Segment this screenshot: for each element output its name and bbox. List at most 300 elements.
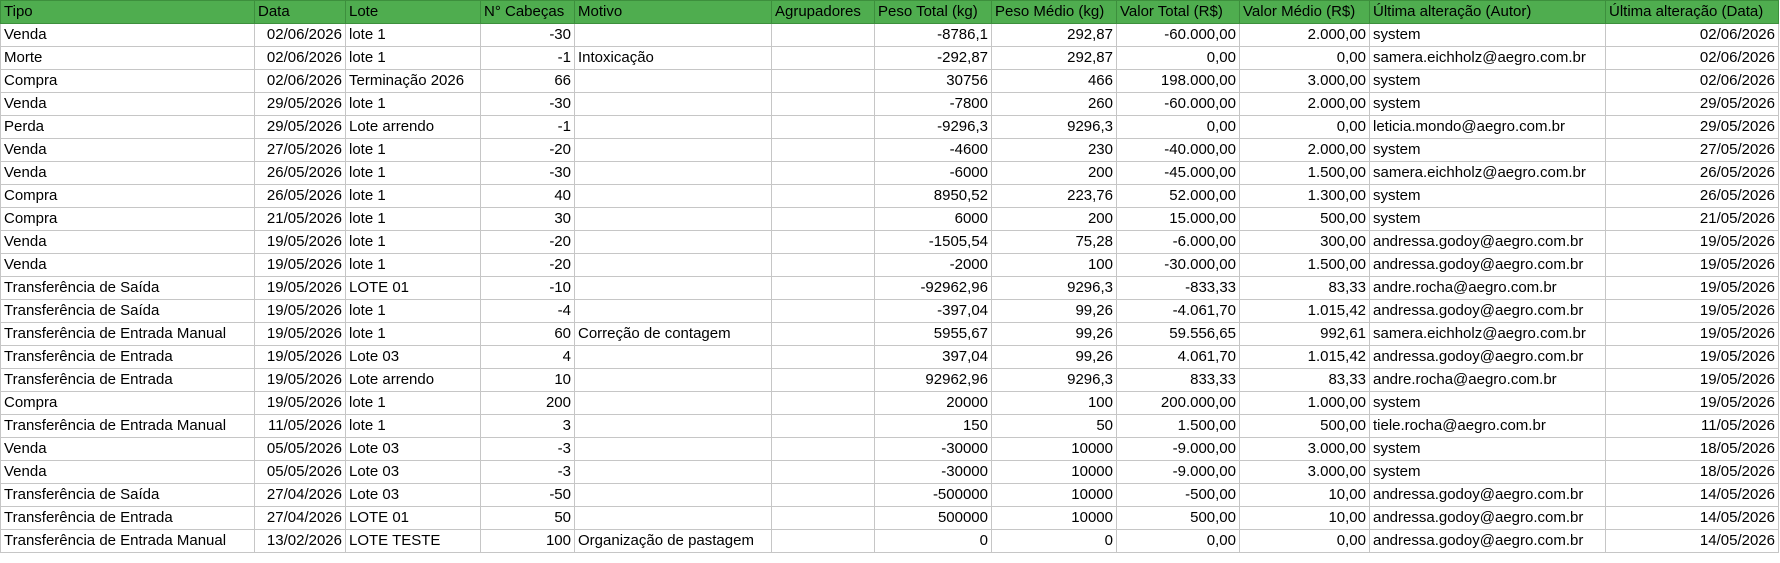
cell-lote[interactable]: lote 1 [346, 185, 481, 208]
cell-valor-total[interactable]: -9.000,00 [1117, 461, 1240, 484]
cell-lote[interactable]: Lote 03 [346, 484, 481, 507]
cell-autor[interactable]: system [1370, 185, 1606, 208]
column-header-data[interactable]: Data [255, 1, 346, 24]
cell-lote[interactable]: LOTE TESTE [346, 530, 481, 553]
cell-autor[interactable]: system [1370, 139, 1606, 162]
table-row [1, 507, 1779, 530]
cell-agrupadores[interactable] [772, 415, 875, 438]
cell-data-alteracao[interactable]: 02/06/2026 [1606, 24, 1779, 47]
cell-peso-medio[interactable]: 223,76 [992, 185, 1117, 208]
table-row [1, 392, 1779, 415]
cell-valor-total[interactable]: -6.000,00 [1117, 231, 1240, 254]
cell-data[interactable]: 27/05/2026 [255, 139, 346, 162]
cell-data-alteracao[interactable]: 19/05/2026 [1606, 300, 1779, 323]
cell-peso-total[interactable]: 8950,52 [875, 185, 992, 208]
cell-peso-total[interactable]: -397,04 [875, 300, 992, 323]
cell-valor-total[interactable]: -40.000,00 [1117, 139, 1240, 162]
cell-data-alteracao[interactable]: 19/05/2026 [1606, 277, 1779, 300]
cell-tipo[interactable]: Compra [1, 70, 255, 93]
table-row [1, 231, 1779, 254]
cell-cabecas[interactable]: -30 [481, 162, 575, 185]
cell-lote[interactable]: lote 1 [346, 415, 481, 438]
cell-data[interactable]: 26/05/2026 [255, 162, 346, 185]
cell-agrupadores[interactable] [772, 346, 875, 369]
cell-peso-total[interactable]: 150 [875, 415, 992, 438]
cell-tipo[interactable]: Venda [1, 438, 255, 461]
cell-agrupadores[interactable] [772, 139, 875, 162]
cell-data-alteracao[interactable]: 29/05/2026 [1606, 93, 1779, 116]
cell-valor-total[interactable]: -60.000,00 [1117, 93, 1240, 116]
cell-valor-total[interactable]: 15.000,00 [1117, 208, 1240, 231]
cell-motivo[interactable] [575, 461, 772, 484]
cell-lote[interactable]: LOTE 01 [346, 277, 481, 300]
cell-cabecas[interactable]: 40 [481, 185, 575, 208]
cell-peso-medio[interactable]: 260 [992, 93, 1117, 116]
cell-valor-total[interactable]: 833,33 [1117, 369, 1240, 392]
cell-data[interactable]: 19/05/2026 [255, 231, 346, 254]
cell-agrupadores[interactable] [772, 300, 875, 323]
cell-autor[interactable]: system [1370, 438, 1606, 461]
cell-motivo[interactable] [575, 369, 772, 392]
cell-data[interactable]: 19/05/2026 [255, 369, 346, 392]
cell-tipo[interactable]: Venda [1, 139, 255, 162]
cell-peso-medio[interactable]: 9296,3 [992, 277, 1117, 300]
cell-cabecas[interactable]: -30 [481, 24, 575, 47]
cell-autor[interactable]: system [1370, 208, 1606, 231]
table-row [1, 438, 1779, 461]
cell-valor-total[interactable]: 4.061,70 [1117, 346, 1240, 369]
cell-tipo[interactable]: Compra [1, 392, 255, 415]
cell-motivo[interactable] [575, 254, 772, 277]
cell-valor-medio[interactable]: 83,33 [1240, 277, 1370, 300]
cell-tipo[interactable]: Venda [1, 24, 255, 47]
cell-data[interactable]: 19/05/2026 [255, 323, 346, 346]
cell-lote[interactable]: lote 1 [346, 162, 481, 185]
cell-tipo[interactable]: Transferência de Saída [1, 484, 255, 507]
column-header-valor-medio[interactable]: Valor Médio (R$) [1240, 1, 1370, 24]
table-row [1, 346, 1779, 369]
cell-valor-total[interactable]: -30.000,00 [1117, 254, 1240, 277]
cell-autor[interactable]: andressa.godoy@aegro.com.br [1370, 231, 1606, 254]
cell-agrupadores[interactable] [772, 162, 875, 185]
cell-peso-total[interactable]: -292,87 [875, 47, 992, 70]
cell-peso-medio[interactable]: 466 [992, 70, 1117, 93]
cell-cabecas[interactable]: -20 [481, 254, 575, 277]
cell-peso-total[interactable]: 20000 [875, 392, 992, 415]
cell-data[interactable]: 02/06/2026 [255, 24, 346, 47]
cell-cabecas[interactable]: -50 [481, 484, 575, 507]
cell-autor[interactable]: system [1370, 93, 1606, 116]
cell-peso-total[interactable]: -30000 [875, 461, 992, 484]
cell-peso-total[interactable]: -1505,54 [875, 231, 992, 254]
cell-valor-total[interactable]: 0,00 [1117, 530, 1240, 553]
cell-motivo[interactable] [575, 24, 772, 47]
cell-valor-total[interactable]: -60.000,00 [1117, 24, 1240, 47]
cell-lote[interactable]: lote 1 [346, 47, 481, 70]
cell-cabecas[interactable]: -1 [481, 47, 575, 70]
cell-autor[interactable]: andressa.godoy@aegro.com.br [1370, 484, 1606, 507]
cell-valor-medio[interactable]: 300,00 [1240, 231, 1370, 254]
cell-motivo[interactable]: Organização de pastagem [575, 530, 772, 553]
cell-motivo[interactable] [575, 346, 772, 369]
cell-motivo[interactable]: Intoxicação [575, 47, 772, 70]
cell-autor[interactable]: leticia.mondo@aegro.com.br [1370, 116, 1606, 139]
cell-tipo[interactable]: Transferência de Entrada [1, 369, 255, 392]
cell-agrupadores[interactable] [772, 208, 875, 231]
cell-lote[interactable]: lote 1 [346, 139, 481, 162]
cell-cabecas[interactable]: -1 [481, 116, 575, 139]
cell-agrupadores[interactable] [772, 185, 875, 208]
cell-valor-total[interactable]: -9.000,00 [1117, 438, 1240, 461]
cell-peso-total[interactable]: -8786,1 [875, 24, 992, 47]
cell-cabecas[interactable]: 10 [481, 369, 575, 392]
table-row [1, 415, 1779, 438]
cell-agrupadores[interactable] [772, 484, 875, 507]
cell-peso-total[interactable]: 0 [875, 530, 992, 553]
cell-lote[interactable]: lote 1 [346, 300, 481, 323]
cell-cabecas[interactable]: -20 [481, 231, 575, 254]
cell-peso-medio[interactable]: 0 [992, 530, 1117, 553]
cell-autor[interactable]: system [1370, 24, 1606, 47]
header-row [1, 1, 1779, 24]
cell-data-alteracao[interactable]: 19/05/2026 [1606, 369, 1779, 392]
cell-motivo[interactable] [575, 162, 772, 185]
cell-cabecas[interactable]: 66 [481, 70, 575, 93]
cell-valor-medio[interactable]: 83,33 [1240, 369, 1370, 392]
cell-valor-total[interactable]: 500,00 [1117, 507, 1240, 530]
cell-valor-medio[interactable]: 3.000,00 [1240, 461, 1370, 484]
cell-peso-total[interactable]: -9296,3 [875, 116, 992, 139]
cell-motivo[interactable] [575, 116, 772, 139]
cell-valor-medio[interactable]: 3.000,00 [1240, 70, 1370, 93]
cell-peso-medio[interactable]: 292,87 [992, 47, 1117, 70]
cell-valor-medio[interactable]: 1.300,00 [1240, 185, 1370, 208]
cell-data[interactable]: 29/05/2026 [255, 116, 346, 139]
cell-motivo[interactable] [575, 231, 772, 254]
cell-data[interactable]: 26/05/2026 [255, 185, 346, 208]
cell-tipo[interactable]: Venda [1, 461, 255, 484]
cell-data-alteracao[interactable]: 02/06/2026 [1606, 70, 1779, 93]
cell-peso-total[interactable]: -6000 [875, 162, 992, 185]
cell-cabecas[interactable]: 100 [481, 530, 575, 553]
cell-peso-total[interactable]: 397,04 [875, 346, 992, 369]
cell-motivo[interactable] [575, 93, 772, 116]
cell-tipo[interactable]: Morte [1, 47, 255, 70]
cell-motivo[interactable] [575, 438, 772, 461]
cell-tipo[interactable]: Venda [1, 231, 255, 254]
cell-peso-total[interactable]: 92962,96 [875, 369, 992, 392]
cell-lote[interactable]: Lote arrendo [346, 116, 481, 139]
cell-autor[interactable]: andressa.godoy@aegro.com.br [1370, 300, 1606, 323]
cell-autor[interactable]: andressa.godoy@aegro.com.br [1370, 530, 1606, 553]
cell-valor-total[interactable]: -833,33 [1117, 277, 1240, 300]
cell-agrupadores[interactable] [772, 254, 875, 277]
cell-data[interactable]: 19/05/2026 [255, 300, 346, 323]
cell-cabecas[interactable]: 60 [481, 323, 575, 346]
cell-data-alteracao[interactable]: 14/05/2026 [1606, 507, 1779, 530]
cell-autor[interactable]: andre.rocha@aegro.com.br [1370, 369, 1606, 392]
cell-peso-total[interactable]: 500000 [875, 507, 992, 530]
cell-lote[interactable]: lote 1 [346, 24, 481, 47]
cell-data[interactable]: 02/06/2026 [255, 70, 346, 93]
cell-autor[interactable]: andressa.godoy@aegro.com.br [1370, 346, 1606, 369]
cell-peso-medio[interactable]: 10000 [992, 438, 1117, 461]
cell-valor-total[interactable]: 0,00 [1117, 116, 1240, 139]
cell-motivo[interactable] [575, 139, 772, 162]
cell-lote[interactable]: lote 1 [346, 254, 481, 277]
cell-valor-medio[interactable]: 0,00 [1240, 530, 1370, 553]
cell-valor-total[interactable]: 1.500,00 [1117, 415, 1240, 438]
cell-peso-medio[interactable]: 100 [992, 392, 1117, 415]
cell-lote[interactable]: lote 1 [346, 93, 481, 116]
cell-valor-total[interactable]: 0,00 [1117, 47, 1240, 70]
cell-cabecas[interactable]: -3 [481, 461, 575, 484]
cell-autor[interactable]: andressa.godoy@aegro.com.br [1370, 254, 1606, 277]
column-header-data-alteracao[interactable]: Última alteração (Data) [1606, 1, 1779, 24]
cell-lote[interactable]: lote 1 [346, 208, 481, 231]
cell-data[interactable]: 19/05/2026 [255, 254, 346, 277]
cell-tipo[interactable]: Transferência de Saída [1, 300, 255, 323]
cell-agrupadores[interactable] [772, 507, 875, 530]
cell-valor-medio[interactable]: 0,00 [1240, 47, 1370, 70]
cell-valor-total[interactable]: -500,00 [1117, 484, 1240, 507]
cell-agrupadores[interactable] [772, 323, 875, 346]
cell-agrupadores[interactable] [772, 461, 875, 484]
cell-lote[interactable]: Lote 03 [346, 346, 481, 369]
cell-cabecas[interactable]: -3 [481, 438, 575, 461]
column-header-tipo[interactable]: Tipo [1, 1, 255, 24]
cell-cabecas[interactable]: 3 [481, 415, 575, 438]
cell-autor[interactable]: samera.eichholz@aegro.com.br [1370, 323, 1606, 346]
cell-tipo[interactable]: Transferência de Saída [1, 277, 255, 300]
cell-data-alteracao[interactable]: 19/05/2026 [1606, 231, 1779, 254]
cell-autor[interactable]: andressa.godoy@aegro.com.br [1370, 507, 1606, 530]
cell-peso-medio[interactable]: 75,28 [992, 231, 1117, 254]
cell-autor[interactable]: tiele.rocha@aegro.com.br [1370, 415, 1606, 438]
cell-peso-total[interactable]: -500000 [875, 484, 992, 507]
cell-agrupadores[interactable] [772, 70, 875, 93]
cell-cabecas[interactable]: -20 [481, 139, 575, 162]
cell-autor[interactable]: system [1370, 70, 1606, 93]
cell-peso-medio[interactable]: 50 [992, 415, 1117, 438]
cell-peso-medio[interactable]: 9296,3 [992, 369, 1117, 392]
cell-valor-medio[interactable]: 2.000,00 [1240, 93, 1370, 116]
cell-motivo[interactable] [575, 392, 772, 415]
cell-peso-total[interactable]: 5955,67 [875, 323, 992, 346]
cell-cabecas[interactable]: -30 [481, 93, 575, 116]
cell-tipo[interactable]: Transferência de Entrada [1, 346, 255, 369]
cell-valor-medio[interactable]: 1.500,00 [1240, 162, 1370, 185]
cell-data-alteracao[interactable]: 29/05/2026 [1606, 116, 1779, 139]
cell-data-alteracao[interactable]: 26/05/2026 [1606, 185, 1779, 208]
cell-data-alteracao[interactable]: 27/05/2026 [1606, 139, 1779, 162]
cell-valor-total[interactable]: 198.000,00 [1117, 70, 1240, 93]
cell-autor[interactable]: system [1370, 392, 1606, 415]
cell-agrupadores[interactable] [772, 277, 875, 300]
cell-tipo[interactable]: Perda [1, 116, 255, 139]
cell-data-alteracao[interactable]: 19/05/2026 [1606, 254, 1779, 277]
cell-valor-medio[interactable]: 10,00 [1240, 507, 1370, 530]
cell-peso-total[interactable]: 6000 [875, 208, 992, 231]
cell-valor-medio[interactable]: 500,00 [1240, 415, 1370, 438]
cell-data[interactable]: 02/06/2026 [255, 47, 346, 70]
cell-data-alteracao[interactable]: 19/05/2026 [1606, 392, 1779, 415]
cell-valor-medio[interactable]: 1.015,42 [1240, 300, 1370, 323]
cell-valor-medio[interactable]: 500,00 [1240, 208, 1370, 231]
cell-valor-total[interactable]: 52.000,00 [1117, 185, 1240, 208]
cell-peso-medio[interactable]: 200 [992, 162, 1117, 185]
cell-agrupadores[interactable] [772, 116, 875, 139]
cell-data-alteracao[interactable]: 14/05/2026 [1606, 530, 1779, 553]
cell-data-alteracao[interactable]: 18/05/2026 [1606, 438, 1779, 461]
cell-peso-medio[interactable]: 9296,3 [992, 116, 1117, 139]
cell-motivo[interactable] [575, 185, 772, 208]
cell-tipo[interactable]: Transferência de Entrada Manual [1, 323, 255, 346]
cell-valor-medio[interactable]: 1.500,00 [1240, 254, 1370, 277]
cell-data[interactable]: 05/05/2026 [255, 461, 346, 484]
cell-peso-total[interactable]: -4600 [875, 139, 992, 162]
cell-agrupadores[interactable] [772, 392, 875, 415]
cell-valor-medio[interactable]: 2.000,00 [1240, 139, 1370, 162]
cell-peso-total[interactable]: -92962,96 [875, 277, 992, 300]
cell-agrupadores[interactable] [772, 47, 875, 70]
table-row [1, 139, 1779, 162]
cell-data[interactable]: 29/05/2026 [255, 93, 346, 116]
cell-peso-total[interactable]: -7800 [875, 93, 992, 116]
cell-lote[interactable]: lote 1 [346, 323, 481, 346]
cell-motivo[interactable]: Correção de contagem [575, 323, 772, 346]
cell-valor-total[interactable]: -4.061,70 [1117, 300, 1240, 323]
cell-agrupadores[interactable] [772, 530, 875, 553]
cell-peso-medio[interactable]: 10000 [992, 461, 1117, 484]
cell-lote[interactable]: Lote arrendo [346, 369, 481, 392]
cell-autor[interactable]: andre.rocha@aegro.com.br [1370, 277, 1606, 300]
column-header-peso-medio[interactable]: Peso Médio (kg) [992, 1, 1117, 24]
cell-data-alteracao[interactable]: 14/05/2026 [1606, 484, 1779, 507]
cell-peso-medio[interactable]: 100 [992, 254, 1117, 277]
cell-data-alteracao[interactable]: 21/05/2026 [1606, 208, 1779, 231]
column-header-cabecas[interactable]: N° Cabeças [481, 1, 575, 24]
cell-autor[interactable]: samera.eichholz@aegro.com.br [1370, 47, 1606, 70]
cell-peso-total[interactable]: -30000 [875, 438, 992, 461]
cell-data-alteracao[interactable]: 26/05/2026 [1606, 162, 1779, 185]
cell-data[interactable]: 19/05/2026 [255, 392, 346, 415]
cell-valor-total[interactable]: 59.556,65 [1117, 323, 1240, 346]
cell-data-alteracao[interactable]: 02/06/2026 [1606, 47, 1779, 70]
column-header-agrupadores[interactable]: Agrupadores [772, 1, 875, 24]
cell-agrupadores[interactable] [772, 438, 875, 461]
column-header-lote[interactable]: Lote [346, 1, 481, 24]
cell-tipo[interactable]: Venda [1, 162, 255, 185]
cell-tipo[interactable]: Compra [1, 185, 255, 208]
cell-motivo[interactable] [575, 300, 772, 323]
cell-valor-medio[interactable]: 2.000,00 [1240, 24, 1370, 47]
cell-peso-medio[interactable]: 10000 [992, 507, 1117, 530]
cell-cabecas[interactable]: 200 [481, 392, 575, 415]
cell-lote[interactable]: lote 1 [346, 231, 481, 254]
cell-data-alteracao[interactable]: 19/05/2026 [1606, 346, 1779, 369]
cell-data-alteracao[interactable]: 18/05/2026 [1606, 461, 1779, 484]
cell-data[interactable]: 27/04/2026 [255, 507, 346, 530]
cell-motivo[interactable] [575, 507, 772, 530]
cell-tipo[interactable]: Venda [1, 254, 255, 277]
cell-valor-medio[interactable]: 3.000,00 [1240, 438, 1370, 461]
cell-motivo[interactable] [575, 415, 772, 438]
cell-autor[interactable]: samera.eichholz@aegro.com.br [1370, 162, 1606, 185]
cell-agrupadores[interactable] [772, 93, 875, 116]
cell-lote[interactable]: Lote 03 [346, 438, 481, 461]
cell-data[interactable]: 19/05/2026 [255, 346, 346, 369]
cell-motivo[interactable] [575, 277, 772, 300]
column-header-peso-total[interactable]: Peso Total (kg) [875, 1, 992, 24]
cell-valor-medio[interactable]: 10,00 [1240, 484, 1370, 507]
cell-cabecas[interactable]: -10 [481, 277, 575, 300]
column-header-valor-total[interactable]: Valor Total (R$) [1117, 1, 1240, 24]
cell-data[interactable]: 19/05/2026 [255, 277, 346, 300]
cell-peso-medio[interactable]: 99,26 [992, 346, 1117, 369]
cell-valor-total[interactable]: 200.000,00 [1117, 392, 1240, 415]
column-header-autor[interactable]: Última alteração (Autor) [1370, 1, 1606, 24]
cell-peso-medio[interactable]: 99,26 [992, 323, 1117, 346]
cell-lote[interactable]: Terminação 2026 [346, 70, 481, 93]
cell-valor-medio[interactable]: 0,00 [1240, 116, 1370, 139]
cell-motivo[interactable] [575, 70, 772, 93]
cell-peso-medio[interactable]: 200 [992, 208, 1117, 231]
cell-motivo[interactable] [575, 484, 772, 507]
cell-data-alteracao[interactable]: 11/05/2026 [1606, 415, 1779, 438]
cell-data-alteracao[interactable]: 19/05/2026 [1606, 323, 1779, 346]
cell-lote[interactable]: lote 1 [346, 392, 481, 415]
cell-peso-medio[interactable]: 10000 [992, 484, 1117, 507]
cell-data[interactable]: 21/05/2026 [255, 208, 346, 231]
table-row [1, 208, 1779, 231]
cell-data[interactable]: 27/04/2026 [255, 484, 346, 507]
table-row [1, 323, 1779, 346]
table-row [1, 369, 1779, 392]
cell-peso-medio[interactable]: 292,87 [992, 24, 1117, 47]
cell-cabecas[interactable]: 50 [481, 507, 575, 530]
cell-tipo[interactable]: Transferência de Entrada Manual [1, 530, 255, 553]
cell-peso-medio[interactable]: 230 [992, 139, 1117, 162]
cell-agrupadores[interactable] [772, 231, 875, 254]
cell-cabecas[interactable]: 4 [481, 346, 575, 369]
cell-data[interactable]: 13/02/2026 [255, 530, 346, 553]
cell-tipo[interactable]: Transferência de Entrada Manual [1, 415, 255, 438]
cell-agrupadores[interactable] [772, 24, 875, 47]
table-row [1, 300, 1779, 323]
column-header-motivo[interactable]: Motivo [575, 1, 772, 24]
cell-valor-medio[interactable]: 1.000,00 [1240, 392, 1370, 415]
cell-tipo[interactable]: Transferência de Entrada [1, 507, 255, 530]
cell-tipo[interactable]: Venda [1, 93, 255, 116]
cell-peso-medio[interactable]: 99,26 [992, 300, 1117, 323]
cell-data[interactable]: 11/05/2026 [255, 415, 346, 438]
cell-lote[interactable]: Lote 03 [346, 461, 481, 484]
cell-cabecas[interactable]: 30 [481, 208, 575, 231]
cell-motivo[interactable] [575, 208, 772, 231]
cell-valor-total[interactable]: -45.000,00 [1117, 162, 1240, 185]
cell-tipo[interactable]: Compra [1, 208, 255, 231]
cell-cabecas[interactable]: -4 [481, 300, 575, 323]
cell-lote[interactable]: LOTE 01 [346, 507, 481, 530]
cell-peso-total[interactable]: -2000 [875, 254, 992, 277]
cell-data[interactable]: 05/05/2026 [255, 438, 346, 461]
cell-valor-medio[interactable]: 992,61 [1240, 323, 1370, 346]
cell-valor-medio[interactable]: 1.015,42 [1240, 346, 1370, 369]
cell-autor[interactable]: system [1370, 461, 1606, 484]
cell-peso-total[interactable]: 30756 [875, 70, 992, 93]
cell-agrupadores[interactable] [772, 369, 875, 392]
